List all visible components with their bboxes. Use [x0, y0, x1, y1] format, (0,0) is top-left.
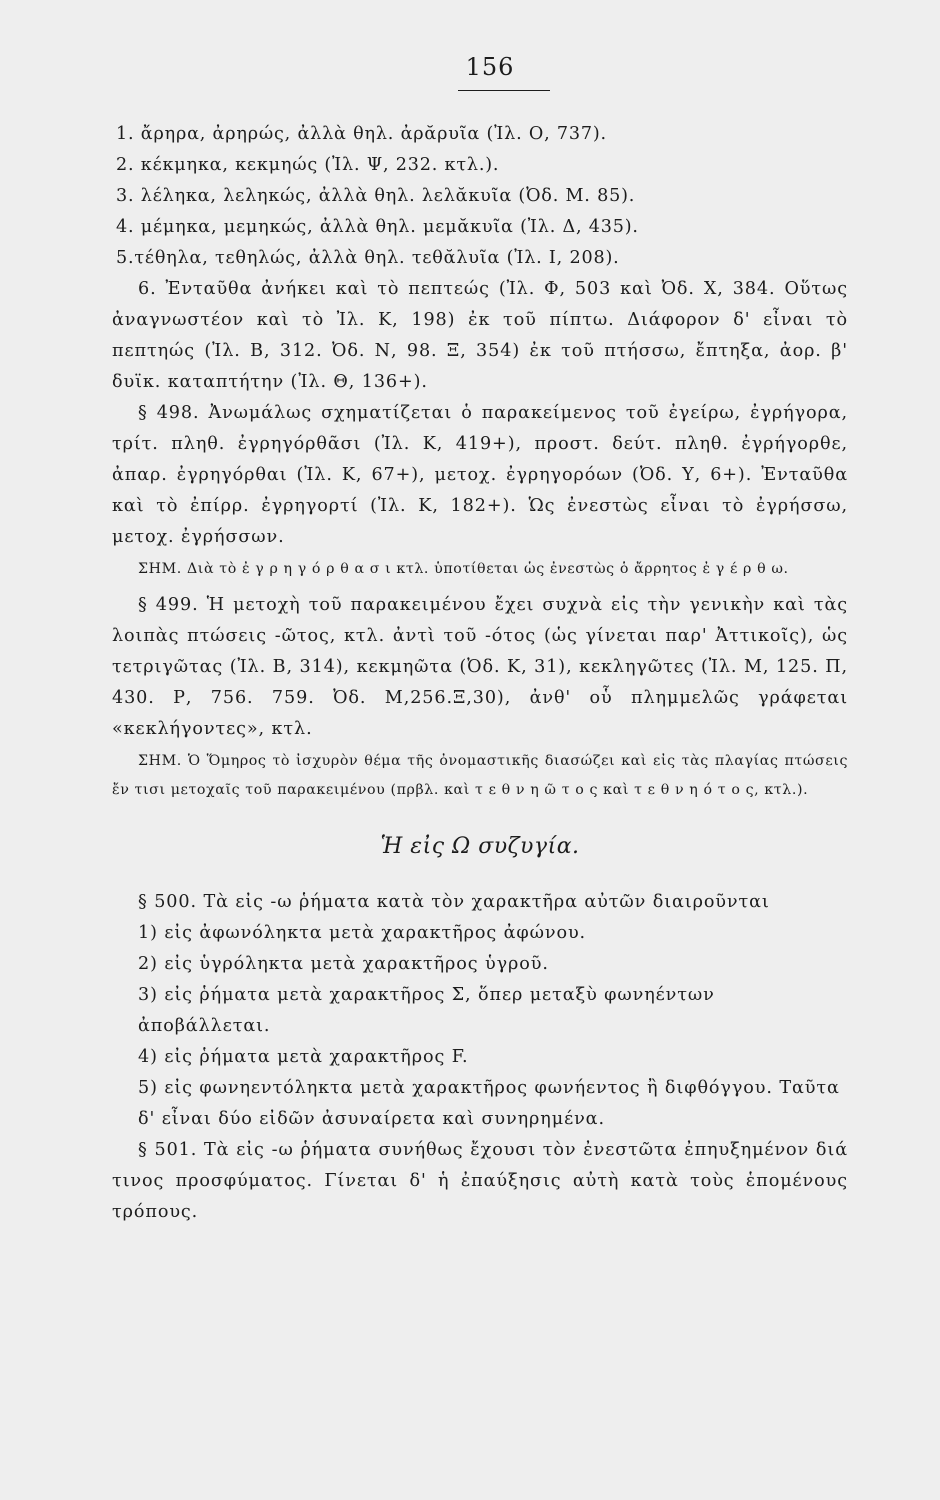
section-500-list — [112, 918, 848, 1135]
list-item: 4. μέμηκα, μεμηκώς, ἀλλὰ θηλ. μεμᾰκυῖα (Ἰλ. Δ, 435). — [116, 217, 639, 237]
page-number: 156 — [465, 53, 515, 81]
list-item: 2. κέκμηκα, κεκμηώς (Ἰλ. Ψ, 232. κτλ.). — [116, 155, 500, 175]
numbered-list — [112, 119, 848, 274]
section-501: § 501. Τὰ εἰς -ω ῥήματα συνήθως ἔχουσι τὸν ἐνεστῶτα ἐπηυξημένον διά τινος προσφύματος. Γίνεται δ' ἡ ἐπαύξησις αὐτὴ κατὰ τοὺς ἑπομένους τρόπους. — [112, 1140, 848, 1222]
list-item: 5.τέθηλα, τεθηλώς, ἀλλὰ θηλ. τεθᾰλυῖα (Ἰλ. Ι, 208). — [116, 248, 620, 268]
section-498: § 498. Ἀνωμάλως σχηματίζεται ὁ παρακείμενος τοῦ ἐγείρω, ἐγρήγορα, τρίτ. πληθ. ἐγρηγόρθᾶσι (Ἰλ. Κ, 419+), προστ. δεύτ. πληθ. ἐγρήγορθε, ἀπαρ. ἐγρηγόρθαι (Ἰλ. Κ, 67+), μετοχ. ἐγρηγορόων (Ὀδ. Υ, 6+). Ἐνταῦθα καὶ τὸ ἐπίρρ. ἐγρηγορτί (Ἰλ. Κ, 182+). Ὡς ἐνεστὼς εἶναι τὸ ἐγρήσσω, μετοχ. ἐγρήσσων. — [112, 403, 848, 547]
section-499: § 499. Ἡ μετοχὴ τοῦ παρακειμένου ἔχει συχνὰ εἰς τὴν γενικὴν καὶ τὰς λοιπὰς πτώσεις -ῶτος, κτλ. ἀντὶ τοῦ -ότος (ὡς γίνεται παρ' Ἀττικοῖς), ὡς τετριγῶτας (Ἰλ. Β, 314), κεκμηῶτα (Ὀδ. Κ, 31), κεκληγῶτες (Ἰλ. Μ, 125. Π, 430. Ρ, 756. 759. Ὀδ. Μ,256.Ξ,30), ἀνθ' οὗ πλημμελῶς γράφεται «κεκλήγοντες», κτλ. — [112, 595, 848, 739]
list-item: 2) εἰς ὑγρόληκτα μετὰ χαρακτῆρος ὑγροῦ. — [138, 954, 549, 974]
list-item-6: 6. Ἐνταῦθα ἀνήκει καὶ τὸ πεπτεώς (Ἰλ. Φ, 503 καὶ Ὀδ. Χ, 384. Οὕτως ἀναγνωστέον καὶ τὸ Ἰλ. Κ, 198) ἐκ τοῦ πίπτω. Διάφορον δ' εἶναι τὸ πεπτηώς (Ἰλ. Β, 312. Ὀδ. Ν, 98. Ξ, 354) ἐκ τοῦ πτήσσω, ἔπτηξα, ἀορ. β' δυϊκ. καταπτήτην (Ἰλ. Θ, 136+). — [112, 279, 848, 392]
list-item: 4) εἰς ῥήματα μετὰ χαρακτῆρος F. — [138, 1047, 469, 1067]
list-item: 1) εἰς ἀφωνόληκτα μετὰ χαρακτῆρος ἀφώνου. — [138, 923, 587, 943]
section-499-note: ΣΗΜ. Ὁ Ὅμηρος τὸ ἰσχυρὸν θέμα τῆς ὀνομαστικῆς διασώζει καὶ εἰς τὰς πλαγίας πτώσεις ἔν τισι μετοχαῖς τοῦ παρακειμένου (πρβλ. καὶ τ ε θ ν η ῶ τ ο ς καὶ τ ε θ ν η ό τ ο ς, κτλ.). — [112, 753, 848, 798]
list-item: 3. λέληκα, λεληκώς, ἀλλὰ θηλ. λελᾰκυῖα (Ὀδ. Μ. 85). — [116, 186, 636, 206]
list-item: 1. ἄρηρα, ἀρηρώς, ἀλλὰ θηλ. ἀρᾰρυῖα (Ἰλ. Ο, 737). — [116, 124, 607, 144]
list-item: 3) εἰς ῥήματα μετὰ χαρακτῆρος Σ, ὅπερ μεταξὺ φωνηέντων ἀποβάλλεται. — [138, 985, 715, 1036]
section-heading: Ἡ εἰς Ω συζυγία. — [380, 834, 580, 859]
section-498-note: ΣΗΜ. Διὰ τὸ ἐ γ ρ η γ ό ρ θ α σ ι κτλ. ὑποτίθεται ὡς ἐνεστὼς ὁ ἄρρητος ἐ γ έ ρ θ ω. — [138, 561, 789, 577]
section-500: § 500. Τὰ εἰς -ω ῥήματα κατὰ τὸν χαρακτῆρα αὐτῶν διαιροῦνται — [138, 892, 770, 912]
list-item: 5) εἰς φωνηεντόληκτα μετὰ χαρακτῆρος φωνήεντος ἢ διφθόγγου. Ταῦτα δ' εἶναι δύο εἰδῶν ἀσυναίρετα καὶ συνηρημένα. — [138, 1078, 840, 1129]
page-number-rule — [458, 90, 550, 91]
